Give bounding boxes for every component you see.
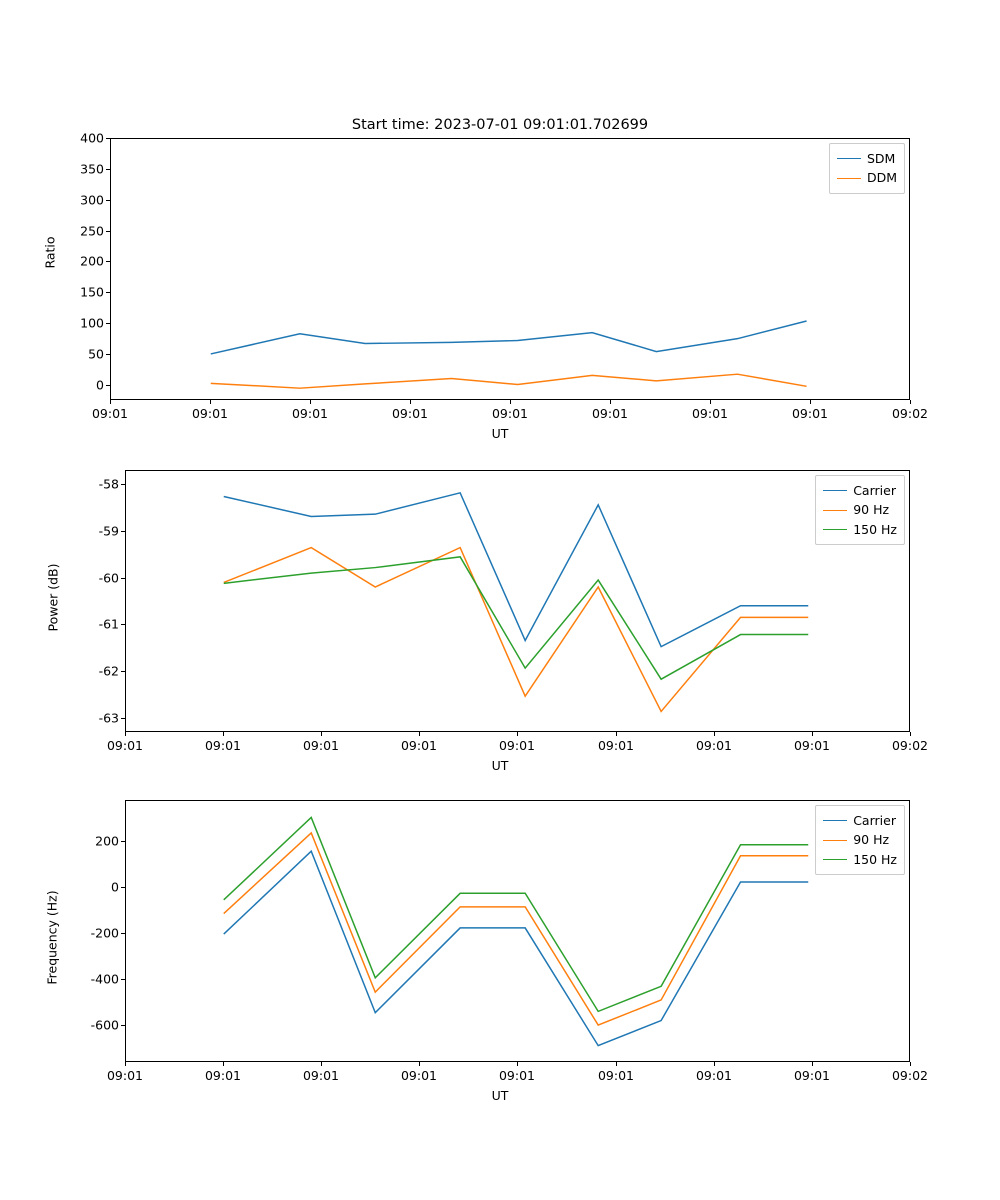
x-tick-label: 09:01 [191, 406, 229, 421]
x-tick-label: 09:01 [291, 406, 329, 421]
y-tick-label: -59 [98, 523, 119, 539]
x-tick-label: 09:02 [891, 738, 929, 753]
series-line-carrier-power [224, 493, 809, 647]
y-tick-label: -63 [98, 710, 119, 726]
legend-label-ddm: DDM [866, 170, 897, 186]
x-tick-label: 09:01 [302, 1068, 340, 1083]
legend-item-90hz [823, 500, 897, 519]
legend-frequency [815, 805, 905, 875]
y-tick-label: 400 [80, 130, 104, 146]
x-tick-label: 09:01 [204, 738, 242, 753]
legend-swatch-150hz [823, 529, 847, 530]
legend-label-150hz: 150 Hz [853, 521, 897, 537]
x-tick-label: 09:01 [204, 1068, 242, 1083]
legend-swatch-carrier [823, 820, 847, 821]
legend-item-sdm [837, 149, 897, 168]
series-line-90hz-power [224, 548, 809, 712]
x-tick-label: 09:01 [498, 1068, 536, 1083]
power-series-svg [126, 471, 909, 731]
y-tick-label: -600 [90, 1017, 119, 1033]
plot-area-ratio [110, 138, 910, 400]
x-tick-label: 09:01 [106, 1068, 144, 1083]
legend-item-ddm [837, 168, 897, 187]
y-tick-label: 250 [80, 223, 104, 238]
frequency-series-svg [126, 801, 909, 1061]
series-line-ddm [211, 374, 807, 388]
y-tick-label: -61 [98, 616, 119, 632]
x-tick-label: 09:02 [891, 406, 929, 421]
y-tick-label: 50 [88, 346, 104, 362]
y-axis-label-frequency: Frequency (Hz) [44, 890, 60, 985]
x-tick-label: 09:01 [597, 1068, 635, 1083]
legend-item-150hz [823, 520, 897, 539]
y-axis-label-ratio: Ratio [42, 236, 58, 269]
x-tick-label: 09:01 [106, 738, 144, 753]
panel-power [0, 455, 1000, 800]
x-axis-label-frequency: UT [491, 1088, 509, 1103]
y-tick-label: -62 [98, 663, 119, 679]
x-tick-label: 09:01 [91, 406, 129, 421]
plot-area-power [125, 470, 910, 732]
legend-item-150hz [823, 850, 897, 869]
x-tick-label: 09:01 [591, 406, 629, 421]
legend-swatch-90hz [823, 840, 847, 841]
x-axis-label-ratio: UT [491, 426, 509, 441]
legend-label-carrier: Carrier [853, 483, 896, 498]
y-tick-label: 200 [95, 833, 119, 849]
series-line-90hz-frequency [224, 833, 809, 1025]
x-tick-label: 09:02 [891, 1068, 929, 1083]
legend-label-150hz: 150 Hz [853, 851, 897, 867]
y-tick-label: 100 [80, 315, 104, 331]
panel-frequency [0, 785, 1000, 1145]
x-tick-label: 09:01 [498, 738, 536, 753]
legend-label-carrier: Carrier [853, 813, 896, 828]
y-tick-label: 150 [80, 284, 104, 300]
y-tick-label: -58 [98, 476, 119, 492]
legend-swatch-ddm [837, 178, 861, 179]
legend-item-carrier [823, 811, 897, 830]
x-tick-label: 09:01 [400, 738, 438, 753]
x-tick-label: 09:01 [391, 406, 429, 421]
y-tick-label: -400 [90, 971, 119, 987]
x-tick-label: 09:01 [491, 406, 529, 421]
ratio-series-svg [111, 139, 909, 399]
y-tick-label: 350 [80, 161, 104, 177]
y-axis-label-power: Power (dB) [45, 563, 61, 632]
series-line-sdm [211, 321, 807, 354]
legend-ratio [829, 143, 905, 194]
x-tick-label: 09:01 [302, 738, 340, 753]
legend-label-sdm: SDM [866, 151, 896, 166]
x-tick-label: 09:01 [793, 738, 831, 753]
y-tick-label: 0 [111, 879, 119, 895]
legend-item-90hz [823, 830, 897, 849]
x-tick-label: 09:01 [597, 738, 635, 753]
x-tick-label: 09:01 [695, 1068, 733, 1083]
y-tick-label: 0 [96, 377, 104, 393]
legend-swatch-carrier [823, 490, 847, 491]
chart-title: Start time: 2023-07-01 09:01:01.702699 [351, 117, 649, 133]
legend-label-90hz: 90 Hz [853, 502, 890, 518]
plot-area-frequency [125, 800, 910, 1062]
series-line-150hz-frequency [224, 817, 809, 1011]
legend-item-carrier [823, 481, 897, 500]
x-tick-label: 09:01 [791, 406, 829, 421]
y-tick-label: 200 [80, 253, 104, 269]
x-tick-label: 09:01 [793, 1068, 831, 1083]
legend-swatch-150hz [823, 859, 847, 860]
y-tick-label: -60 [98, 570, 119, 585]
x-tick-label: 09:01 [691, 406, 729, 421]
legend-swatch-sdm [837, 158, 861, 159]
panel-ratio [0, 110, 1000, 455]
y-tick-label: 300 [80, 192, 104, 208]
y-tick-label: -200 [90, 925, 119, 941]
x-axis-label-power: UT [491, 758, 509, 773]
x-tick-label: 09:01 [695, 738, 733, 753]
legend-power [815, 475, 905, 545]
x-tick-label: 09:01 [400, 1068, 438, 1083]
legend-swatch-90hz [823, 510, 847, 511]
legend-label-90hz: 90 Hz [853, 832, 890, 848]
